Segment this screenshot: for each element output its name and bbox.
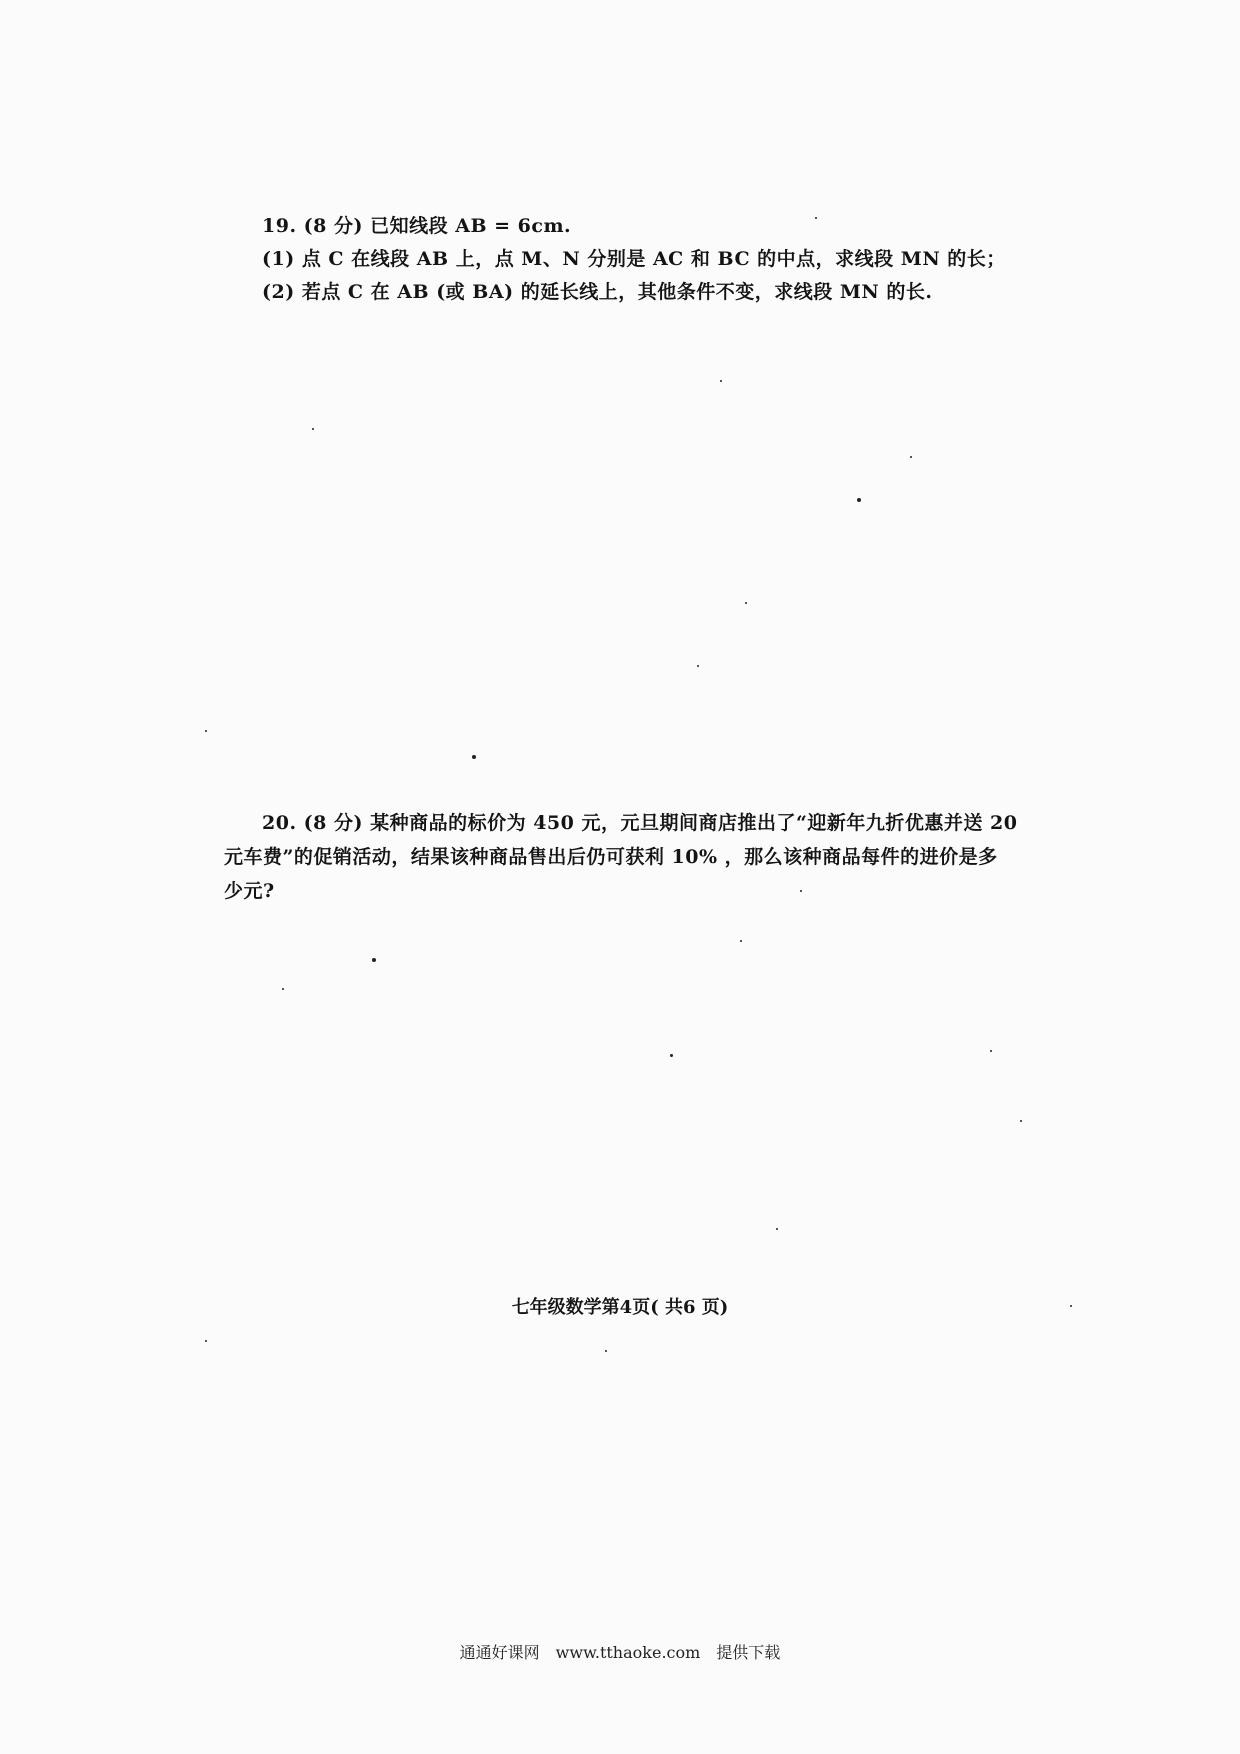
scan-speck — [800, 890, 802, 892]
scan-speck — [1070, 1305, 1072, 1307]
scan-speck — [282, 988, 284, 990]
scan-speck — [605, 1350, 607, 1352]
question-20-line-2: 元车费”的促销活动，结果该种商品售出后仍可获利 10% ，那么该种商品每件的进价是多 — [224, 846, 998, 868]
scan-speck — [720, 380, 722, 382]
scan-speck — [857, 498, 861, 502]
question-19-part-2: (2) 若点 C 在 AB (或 BA) 的延长线上，其他条件不变，求线段 MN 的长. — [262, 281, 933, 303]
scan-speck — [205, 730, 207, 732]
scan-speck — [472, 755, 476, 759]
question-20-line-3: 少元? — [224, 880, 275, 902]
scan-speck — [697, 665, 699, 667]
scan-speck — [740, 940, 742, 942]
scan-speck — [372, 958, 376, 962]
question-20-line-1: 20. (8 分) 某种商品的标价为 450 元，元旦期间商店推出了“迎新年九折优惠并送 20 — [262, 812, 1018, 834]
scan-speck — [745, 602, 747, 604]
question-19-part-1: (1) 点 C 在线段 AB 上，点 M、N 分别是 AC 和 BC 的中点，求线段 MN 的长； — [262, 248, 1006, 270]
scan-speck — [990, 1050, 992, 1052]
page-number-footer: 七年级数学第4页( 共6 页) — [511, 1297, 729, 1318]
scan-speck — [312, 428, 314, 430]
site-credit-footer: 通通好课网 www.tthaoke.com 提供下载 — [459, 1643, 781, 1662]
scan-speck — [670, 1054, 673, 1057]
question-19-title: 19. (8 分) 已知线段 AB = 6cm. — [262, 215, 572, 237]
scan-speck — [910, 456, 912, 458]
scan-speck — [776, 1228, 778, 1230]
scan-speck — [205, 1340, 207, 1342]
scan-speck — [815, 217, 817, 219]
scan-speck — [1020, 1120, 1022, 1122]
